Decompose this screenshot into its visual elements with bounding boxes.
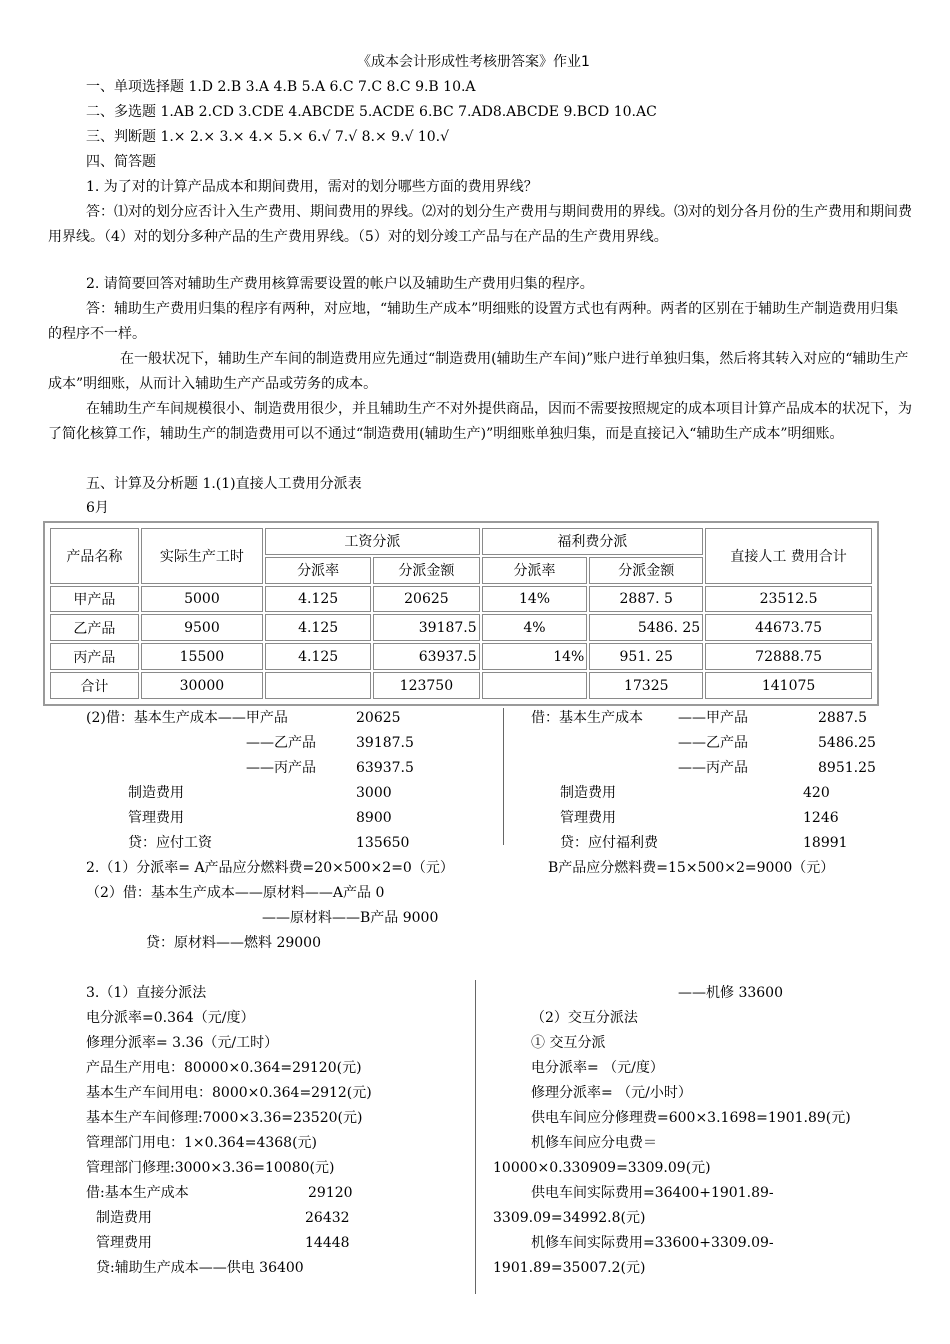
header-product-name: 产品名称 [50,528,139,584]
column-divider [475,980,476,1294]
answer-2-part-1: 答：辅助生产费用归集的程序有两种，对应地，“辅助生产成本”明细账的设置方式也有两种。两者的区别在于辅助生产制造费用归集的程序不一样。 [48,301,899,342]
cell-welfare-rate: 14% [482,643,588,670]
problem-3-journal-line: 贷:辅助生产成本——供电 36400 [96,1260,304,1276]
journal-wage-line: 贷：应付工资 [128,835,212,851]
question-2: 2. 请简要回答对辅助生产费用核算需要设置的帐户以及辅助生产费用归集的程序。 [86,276,594,292]
problem-3-line: 3.（1）直接分派法 [86,985,207,1001]
cell-hours: 30000 [141,672,264,699]
journal-welfare-amount: 8951.25 [818,760,876,776]
problem-3-line: 管理部门用电：1×0.364=4368(元) [86,1135,317,1151]
header-wage-rate: 分派率 [265,557,371,584]
cell-total: 44673.75 [705,614,872,641]
journal-welfare-line: 贷：应付福利费 [560,835,658,851]
journal-wage-line: ——丙产品 [246,760,316,776]
cell-total: 23512.5 [705,586,872,613]
journal-welfare-line: 管理费用 [560,810,616,826]
multi-choice-answers: 二、多选题 1.AB 2.CD 3.CDE 4.ABCDE 5.ACDE 6.BC 7.AD8.ABCDE 9.BCD 10.AC [86,104,657,120]
cell-name: 丙产品 [50,643,139,670]
header-welfare-amount: 分派金额 [589,557,703,584]
problem-3-right-line: （2）交互分派法 [531,1010,638,1026]
problem-3-right-line: 供电车间应分修理费=600×3.1698=1901.89(元) [531,1110,851,1126]
cell-wage-rate: 4.125 [265,586,371,613]
short-answer-heading: 四、简答题 [86,154,156,170]
problem-2-line: （2）借：基本生产成本——原材料——A产品 0 [86,885,385,901]
problem-3-right-line: 机修车间实际费用=33600+3309.09- [531,1235,774,1251]
header-actual-hours: 实际生产工时 [141,528,264,584]
problem-3-right-line: 1901.89=35007.2(元) [493,1260,646,1276]
problem-3-right-line: 机修车间应分电费＝ [531,1135,657,1151]
journal-welfare-line: 制造费用 [560,785,616,801]
page-title: 《成本会计形成性考核册答案》作业1 [357,54,590,70]
problem-2-line: B产品应分燃料费=15×500×2=9000（元） [548,860,835,876]
cell-total: 72888.75 [705,643,872,670]
journal-welfare-amount: 5486.25 [818,735,876,751]
header-welfare-rate: 分派率 [482,557,588,584]
problem-3-line: 基本生产车间用电：8000×0.364=2912(元) [86,1085,372,1101]
header-wage-allocation: 工资分派 [265,528,479,555]
journal-wage-line: (2)借：基本生产成本——甲产品 [86,710,288,726]
problem-2-line: ——原材料——B产品 9000 [262,910,439,926]
table-row [50,643,872,670]
journal-wage-amount: 8900 [356,810,392,826]
problem-3-right-line: 10000×0.330909=3309.09(元) [493,1160,711,1176]
cell-wage-amount: 123750 [373,672,480,699]
cell-welfare-amount: 17325 [589,672,703,699]
true-false-answers: 三、判断题 1.× 2.× 3.× 4.× 5.× 6.√ 7.√ 8.× 9.√ 10.√ [86,129,450,145]
labor-cost-table [43,521,879,706]
journal-welfare-amount: 18991 [803,835,848,851]
problem-2-line: 2.（1）分派率= A产品应分燃料费=20×500×2=0（元） [86,860,454,876]
header-welfare-allocation: 福利费分派 [482,528,703,555]
journal-welfare-line: 借：基本生产成本 [531,710,643,726]
problem-3-journal-amount: 29120 [308,1185,353,1201]
journal-wage-amount: 20625 [356,710,401,726]
header-direct-labor-total: 直接人工 费用合计 [705,528,872,584]
table-month: 6月 [86,500,109,516]
table-row [50,614,872,641]
journal-welfare-line: ——丙产品 [678,760,748,776]
cell-hours: 5000 [141,586,264,613]
question-1: 1. 为了对的计算产品成本和期间费用，需对的划分哪些方面的费用界线？ [86,179,538,195]
cell-welfare-rate: 4% [482,614,588,641]
journal-wage-line: ——乙产品 [246,735,316,751]
problem-3-line: 修理分派率= 3.36（元/工时） [86,1035,279,1051]
problem-3-journal-line: 制造费用 [96,1210,152,1226]
cell-wage-amount: 63937.5 [373,643,480,670]
table-row [50,586,872,613]
problem-3-right-line: 修理分派率= （元/小时） [531,1085,692,1101]
column-divider [503,708,504,845]
problem-2-line: 贷：原材料——燃料 29000 [146,935,321,951]
cell-hours: 9500 [141,614,264,641]
journal-welfare-line: ——乙产品 [678,735,748,751]
answer-2-part-3: 在辅助生产车间规模很小、制造费用很少，并且辅助生产不对外提供商品，因而不需要按照规定的成本项目计算产品成本的状况下，为了简化核算工作，辅助生产的制造费用可以不通过“制造费用(辅助生产)”明细账单独归集，而是直接记入“辅助生产成本”明细账。 [48,401,912,442]
answer-1: 答：⑴对的划分应否计入生产费用、期间费用的界线。⑵对的划分生产费用与期间费用的界线。⑶对的划分各月份的生产费用和期间费用界线。（4）对的划分多种产品的生产费用界线。（5）对的划分竣工产品与在产品的生产费用界线。 [48,204,912,245]
journal-welfare-amount: 1246 [803,810,839,826]
cell-wage-amount: 20625 [373,586,480,613]
problem-3-line: 电分派率=0.364（元/度） [86,1010,255,1026]
problem-3-right-line: 供电车间实际费用=36400+1901.89- [531,1185,774,1201]
problem-3-line: 产品生产用电：80000×0.364=29120(元) [86,1060,362,1076]
problem-3-right-line: 电分派率= （元/度） [531,1060,664,1076]
cell-wage-amount: 39187.5 [373,614,480,641]
journal-wage-line: 制造费用 [128,785,184,801]
answer-2-part-2: 在一般状况下，辅助生产车间的制造费用应先通过“制造费用(辅助生产车间)”账户进行单独归集，然后将其转入对应的“辅助生产成本”明细账，从而计入辅助生产产品或劳务的成本。 [48,351,909,392]
cell-welfare-rate [482,672,588,699]
cell-wage-rate: 4.125 [265,643,371,670]
cell-hours: 15500 [141,643,264,670]
table-header-row [50,528,872,555]
problem-3-right-line: 3309.09=34992.8(元) [493,1210,646,1226]
cell-welfare-rate: 14% [482,586,588,613]
cell-total: 141075 [705,672,872,699]
problem-3-journal-line: 管理费用 [96,1235,152,1251]
journal-wage-amount: 63937.5 [356,760,414,776]
cell-name: 乙产品 [50,614,139,641]
cell-wage-rate: 4.125 [265,614,371,641]
journal-wage-amount: 3000 [356,785,392,801]
journal-welfare-amount: 420 [803,785,830,801]
journal-wage-amount: 135650 [356,835,410,851]
problem-3-right-line: ——机修 33600 [678,985,783,1001]
single-choice-answers: 一、单项选择题 1.D 2.B 3.A 4.B 5.A 6.C 7.C 8.C 9.B 10.A [86,79,476,95]
cell-welfare-amount: 2887. 5 [589,586,703,613]
problem-3-line: 管理部门修理:3000×3.36=10080(元) [86,1160,335,1176]
cell-wage-rate [265,672,371,699]
journal-welfare-line: ——甲产品 [678,710,748,726]
problem-3-journal-line: 借:基本生产成本 [86,1185,189,1201]
journal-welfare-amount: 2887.5 [818,710,867,726]
journal-wage-amount: 39187.5 [356,735,414,751]
calculation-heading: 五、计算及分析题 1.(1)直接人工费用分派表 [86,476,362,492]
table-total-row [50,672,872,699]
cell-welfare-amount: 951. 25 [589,643,703,670]
header-wage-amount: 分派金额 [373,557,480,584]
problem-3-line: 基本生产车间修理:7000×3.36=23520(元) [86,1110,363,1126]
problem-3-right-line: ① 交互分派 [531,1035,606,1051]
journal-wage-line: 管理费用 [128,810,184,826]
problem-3-journal-amount: 14448 [305,1235,350,1251]
cell-name: 合计 [50,672,139,699]
cell-welfare-amount: 5486. 25 [589,614,703,641]
problem-3-journal-amount: 26432 [305,1210,350,1226]
cell-name: 甲产品 [50,586,139,613]
